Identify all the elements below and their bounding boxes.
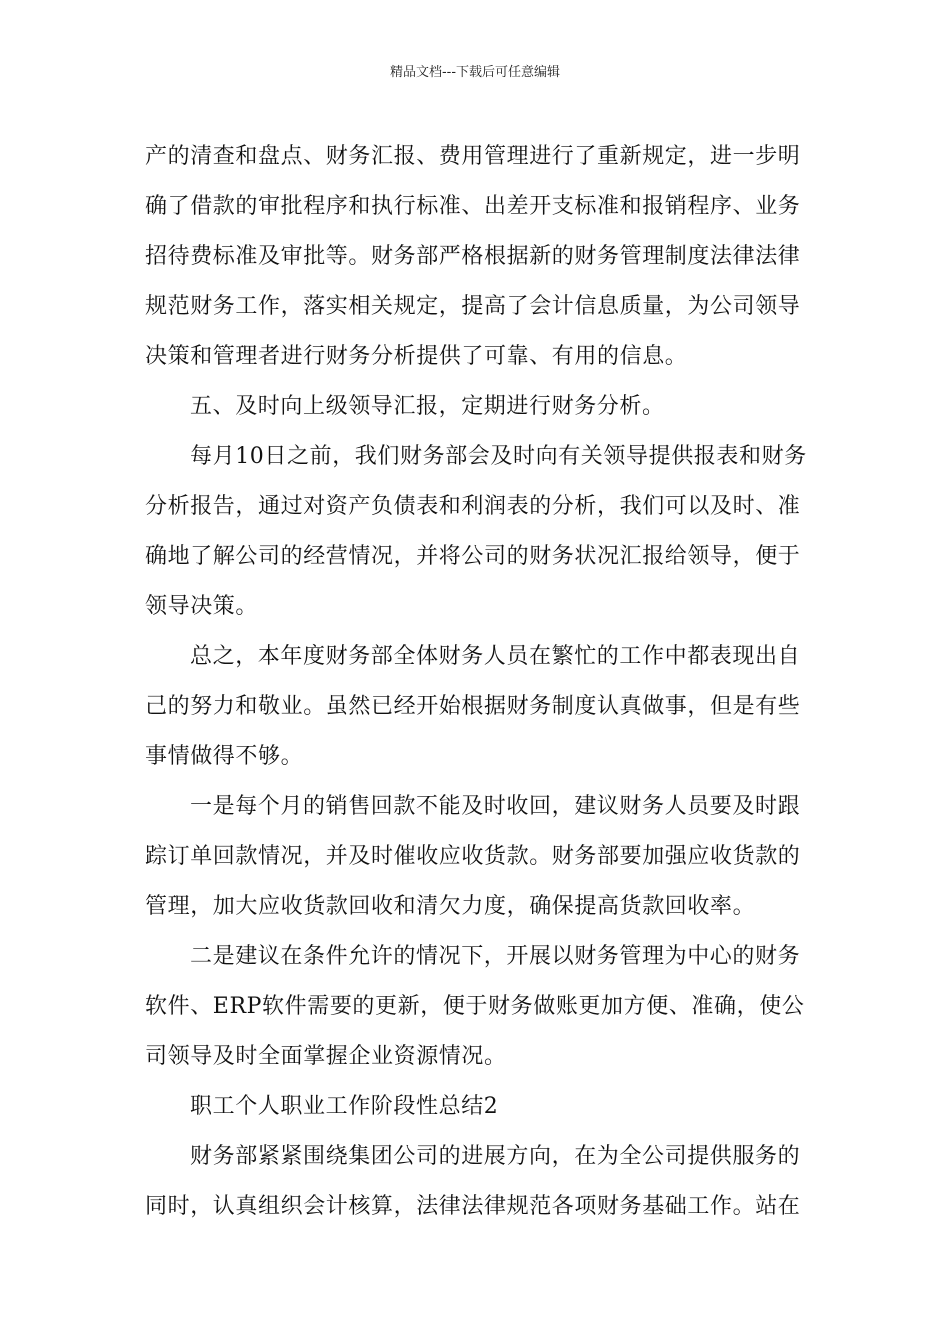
text-line: 同时，认真组织会计核算，法律法律规范各项财务基础工作。站在 xyxy=(145,1194,801,1219)
text-line: 每月10日之前，我们财务部会及时向有关领导提供报表和财务 xyxy=(190,444,807,469)
text-line: 决策和管理者进行财务分析提供了可靠、有用的信息。 xyxy=(145,344,688,369)
text-line: 己的努力和敬业。虽然已经开始根据财务制度认真做事，但是有些 xyxy=(145,694,801,719)
text-line: 分析报告，通过对资产负债表和利润表的分析，我们可以及时、准 xyxy=(145,494,801,519)
text-line: 确了借款的审批程序和执行标准、出差开支标准和报销程序、业务 xyxy=(145,194,801,219)
text-line: 事情做得不够。 xyxy=(145,744,304,769)
paragraph xyxy=(145,632,807,782)
document-body xyxy=(145,132,807,1232)
text-line: 踪订单回款情况，并及时催收应收货款。财务部要加强应收货款的 xyxy=(145,844,801,869)
paragraph xyxy=(145,432,807,632)
text-line: 二是建议在条件允许的情况下，开展以财务管理为中心的财务 xyxy=(190,944,801,969)
paragraph xyxy=(145,1132,807,1232)
text-line: 一是每个月的销售回款不能及时收回，建议财务人员要及时跟 xyxy=(190,794,801,819)
section-title xyxy=(145,1082,807,1132)
text-line: 招待费标准及审批等。财务部严格根据新的财务管理制度法律法律 xyxy=(145,244,801,269)
paragraph xyxy=(145,782,807,932)
page-header: 精品文档---下载后可任意编辑 xyxy=(389,65,561,80)
text-line: 总之，本年度财务部全体财务人员在繁忙的工作中都表现出自 xyxy=(190,644,801,669)
text-line: 管理，加大应收货款回收和清欠力度，确保提高货款回收率。 xyxy=(145,894,756,919)
text-line: 规范财务工作，落实相关规定，提高了会计信息质量，为公司领导 xyxy=(145,294,801,319)
text-line: 五、及时向上级领导汇报，定期进行财务分析。 xyxy=(190,394,665,419)
paragraph xyxy=(145,132,807,382)
text-line: 软件、ERP软件需要的更新，便于财务做账更加方便、准确，使公 xyxy=(145,994,805,1019)
text-line: 领导决策。 xyxy=(145,594,259,619)
paragraph xyxy=(145,932,807,1082)
section-heading xyxy=(145,382,807,432)
text-line: 职工个人职业工作阶段性总结2 xyxy=(190,1094,499,1119)
text-line: 产的清查和盘点、财务汇报、费用管理进行了重新规定，进一步明 xyxy=(145,144,801,169)
text-line: 确地了解公司的经营情况，并将公司的财务状况汇报给领导，便于 xyxy=(145,544,801,569)
text-line: 司领导及时全面掌握企业资源情况。 xyxy=(145,1044,507,1069)
text-line: 财务部紧紧围绕集团公司的进展方向，在为全公司提供服务的 xyxy=(190,1144,801,1169)
